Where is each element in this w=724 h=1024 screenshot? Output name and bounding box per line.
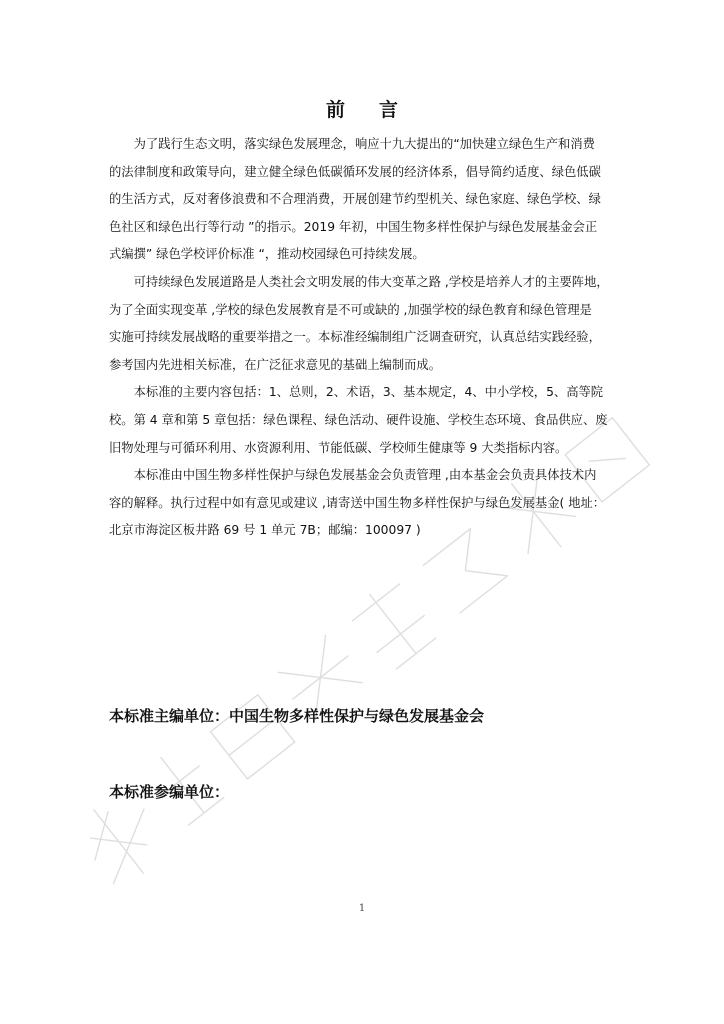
paragraph-1	[109, 131, 619, 159]
text-line: 本标准由中国生物多样性保护与绿色发展基金会负责管理 ,由本基金会负责具体技术内	[133, 468, 597, 483]
text-line: 可持续绿色发展道路是人类社会文明发展的伟大变革之路 ,学校是培养人才的主要阵地，	[133, 274, 609, 289]
chief-editor-heading: 本标准主编单位：中国生物多样性保护与绿色发展基金会	[109, 707, 485, 725]
paragraph-4	[109, 462, 619, 490]
title-char-1: 前	[325, 99, 345, 121]
text-line: 参考国内先进相关标准，在广泛征求意见的基础上编制而成。	[109, 357, 442, 372]
text-line: 旧物处理与可循环利用、水资源利用、节能低碳、学校师生健康等 9 大类指标内容。	[109, 440, 568, 455]
text-line: 为了践行生态文明，落实绿色发展理念，响应十九大提出的“加快建立绿色生产和消费	[133, 137, 595, 151]
text-line: 校。第 4 章和第 5 章包括：绿色课程、绿色活动、硬件设施、学校生态环境、食品供应、废	[109, 412, 608, 427]
text-line: 式编撰” 绿色学校评价标准 “，推动校园绿色可持续发展。	[109, 247, 425, 262]
foreword-body	[109, 131, 619, 545]
paragraph-3	[109, 379, 619, 407]
text-line: 容的解释。执行过程中如有意见或建议 ,请寄送中国生物多样性保护与绿色发展基金( 地址：	[109, 495, 606, 510]
page-number: 1	[358, 903, 366, 914]
title-char-2: 言	[379, 99, 399, 121]
text-line: 色社区和绿色出行等行动 ”的指示。2019 年初，中国生物多样性保护与绿色发展基金会正	[109, 219, 598, 234]
text-line: 为了全面实现变革 ,学校的绿色发展教育是不可或缺的 ,加强学校的绿色教育和绿色管理是	[109, 302, 592, 317]
text-line: 的法律制度和政策导向，建立健全绿色低碳循环发展的经济体系，倡导简约适度、绿色低碳	[109, 164, 601, 179]
text-line: 的生活方式，反对奢侈浪费和不合理消费，开展创建节约型机关、绿色家庭、绿色学校、绿	[109, 192, 601, 207]
participants-heading: 本标准参编单位：	[109, 783, 230, 801]
text-line: 北京市海淀区板井路 69 号 1 单元 7B；邮编：100097 )	[109, 523, 421, 538]
paragraph-2	[109, 269, 619, 297]
page-title	[0, 95, 724, 122]
text-line: 本标准的主要内容包括：1、总则，2、术语，3、基本规定，4、中小学校，5、高等院	[133, 385, 604, 400]
text-line: 实施可持续发展战略的重要举措之一。本标准经编制组广泛调查研究，认真总结实践经验，	[109, 330, 601, 345]
